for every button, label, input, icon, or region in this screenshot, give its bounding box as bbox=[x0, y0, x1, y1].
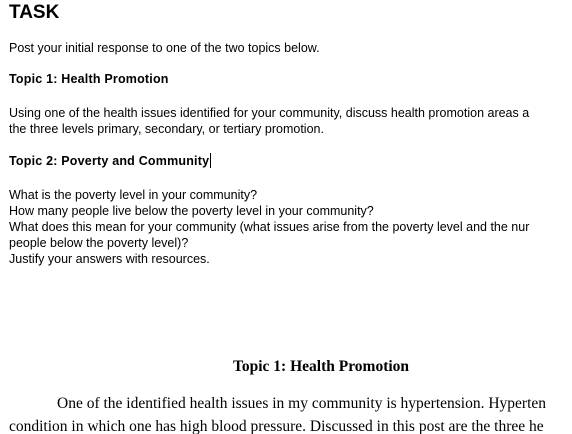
topic2-line: Justify your answers with resources. bbox=[9, 252, 210, 266]
topic2-line: What does this mean for your community (what issues arise from the poverty level and the nur bbox=[9, 220, 530, 234]
topic1-description bbox=[9, 105, 529, 137]
task-title: TASK bbox=[9, 2, 60, 23]
response-line: condition in which one has high blood pressure. Discussed in this post are the three he bbox=[9, 418, 544, 434]
topic1-line: Using one of the health issues identified for your community, discuss health promotion areas a bbox=[9, 106, 530, 120]
topic2-heading-text: Topic 2: Poverty and Community bbox=[9, 154, 210, 168]
intro-text: Post your initial response to one of the two topics below. bbox=[9, 41, 320, 55]
response-body bbox=[9, 392, 546, 434]
text-cursor bbox=[210, 153, 211, 168]
topic2-line: What is the poverty level in your community? bbox=[9, 188, 258, 202]
topic2-heading bbox=[9, 153, 211, 169]
topic2-line: people below the poverty level)? bbox=[9, 236, 189, 250]
topic1-heading: Topic 1: Health Promotion bbox=[9, 72, 169, 86]
topic2-questions bbox=[9, 187, 529, 267]
topic1-line: the three levels primary, secondary, or tertiary promotion. bbox=[9, 122, 324, 136]
topic2-line: How many people live below the poverty level in your community? bbox=[9, 204, 374, 218]
response-heading: Topic 1: Health Promotion bbox=[232, 358, 410, 375]
response-line: One of the identified health issues in my community is hypertension. Hyperten bbox=[57, 395, 547, 412]
